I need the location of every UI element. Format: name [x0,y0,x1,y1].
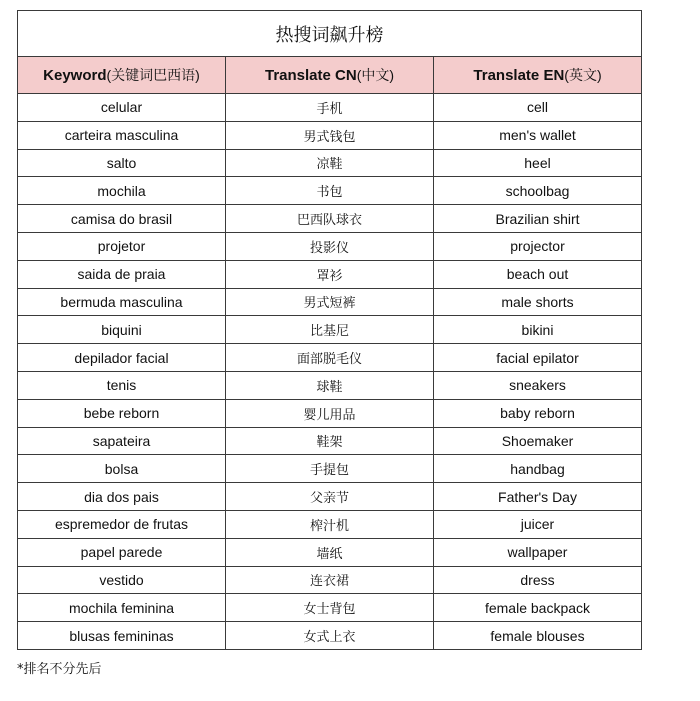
translate-cn-cell: 巴西队球衣 [226,205,434,233]
table-row [18,510,642,538]
translate-en-cell: juicer [434,510,642,538]
translate-en-cell: men's wallet [434,121,642,149]
keyword-cell: bermuda masculina [18,288,226,316]
header-translate-cn-label: Translate CN [264,67,357,84]
table-row [18,566,642,594]
translate-cn-cell: 连衣裙 [226,566,434,594]
table-row [18,344,642,372]
keyword-cell: salto [18,149,226,177]
table-row [18,149,642,177]
translate-en-cell: facial epilator [434,344,642,372]
keyword-cell: espremedor de frutas [18,510,226,538]
keyword-cell: celular [18,94,226,122]
keyword-cell: biquini [18,316,226,344]
header-keyword-note: (关键词巴西语) [106,67,200,83]
table-row [18,622,642,650]
keyword-cell: projetor [18,232,226,260]
table-row [18,260,642,288]
translate-en-cell: bikini [434,316,642,344]
keyword-cell: saida de praia [18,260,226,288]
table-row [18,94,642,122]
header-translate-en-note: (英文) [564,67,602,83]
translate-en-cell: beach out [434,260,642,288]
keyword-cell: camisa do brasil [18,205,226,233]
translate-cn-cell: 手提包 [226,455,434,483]
header-translate-cn [226,57,434,94]
translate-en-cell: Father's Day [434,483,642,511]
keyword-cell: mochila [18,177,226,205]
keyword-table [17,10,642,650]
header-translate-en [434,57,642,94]
table-row [18,538,642,566]
table-row [18,316,642,344]
keyword-cell: bebe reborn [18,399,226,427]
keyword-cell: tenis [18,371,226,399]
translate-cn-cell: 比基尼 [226,316,434,344]
translate-en-cell: male shorts [434,288,642,316]
keyword-cell: mochila feminina [18,594,226,622]
table-row [18,121,642,149]
translate-cn-cell: 书包 [226,177,434,205]
header-keyword-label: Keyword [43,67,107,84]
keyword-cell: depilador facial [18,344,226,372]
translate-cn-cell: 女式上衣 [226,622,434,650]
header-translate-cn-note: (中文) [356,67,395,83]
table-row [18,455,642,483]
translate-en-cell: dress [434,566,642,594]
header-keyword [18,57,226,94]
translate-en-cell: female backpack [434,594,642,622]
translate-cn-cell: 男式短裤 [226,288,434,316]
keyword-cell: bolsa [18,455,226,483]
keyword-cell: sapateira [18,427,226,455]
translate-cn-cell: 父亲节 [226,483,434,511]
table-row [18,483,642,511]
keyword-table-container [17,10,641,650]
translate-en-cell: handbag [434,455,642,483]
table-title: 热搜词飙升榜 [18,11,642,57]
translate-en-cell: female blouses [434,622,642,650]
translate-cn-cell: 鞋架 [226,427,434,455]
translate-cn-cell: 手机 [226,94,434,122]
translate-en-cell: projector [434,232,642,260]
translate-cn-cell: 女士背包 [226,594,434,622]
translate-en-cell: Brazilian shirt [434,205,642,233]
translate-en-cell: cell [434,94,642,122]
translate-cn-cell: 投影仪 [226,232,434,260]
keyword-cell: dia dos pais [18,483,226,511]
title-row [18,11,642,57]
translate-cn-cell: 婴儿用品 [226,399,434,427]
table-row [18,399,642,427]
translate-en-cell: schoolbag [434,177,642,205]
table-body [18,94,642,650]
keyword-cell: vestido [18,566,226,594]
keyword-cell: carteira masculina [18,121,226,149]
translate-cn-cell: 球鞋 [226,371,434,399]
keyword-cell: papel parede [18,538,226,566]
table-row [18,288,642,316]
translate-en-cell: heel [434,149,642,177]
translate-en-cell: Shoemaker [434,427,642,455]
translate-cn-cell: 罩衫 [226,260,434,288]
table-row [18,594,642,622]
translate-cn-cell: 男式钱包 [226,121,434,149]
translate-en-cell: baby reborn [434,399,642,427]
table-row [18,232,642,260]
translate-cn-cell: 墙纸 [226,538,434,566]
header-row [18,57,642,94]
translate-cn-cell: 面部脱毛仪 [226,344,434,372]
keyword-cell: blusas femininas [18,622,226,650]
translate-en-cell: sneakers [434,371,642,399]
translate-cn-cell: 榨汁机 [226,510,434,538]
footnote: *排名不分先后 [17,662,102,677]
table-row [18,177,642,205]
table-row [18,205,642,233]
translate-cn-cell: 凉鞋 [226,149,434,177]
table-row [18,427,642,455]
table-row [18,371,642,399]
header-translate-en-label: Translate EN [473,67,565,84]
translate-en-cell: wallpaper [434,538,642,566]
